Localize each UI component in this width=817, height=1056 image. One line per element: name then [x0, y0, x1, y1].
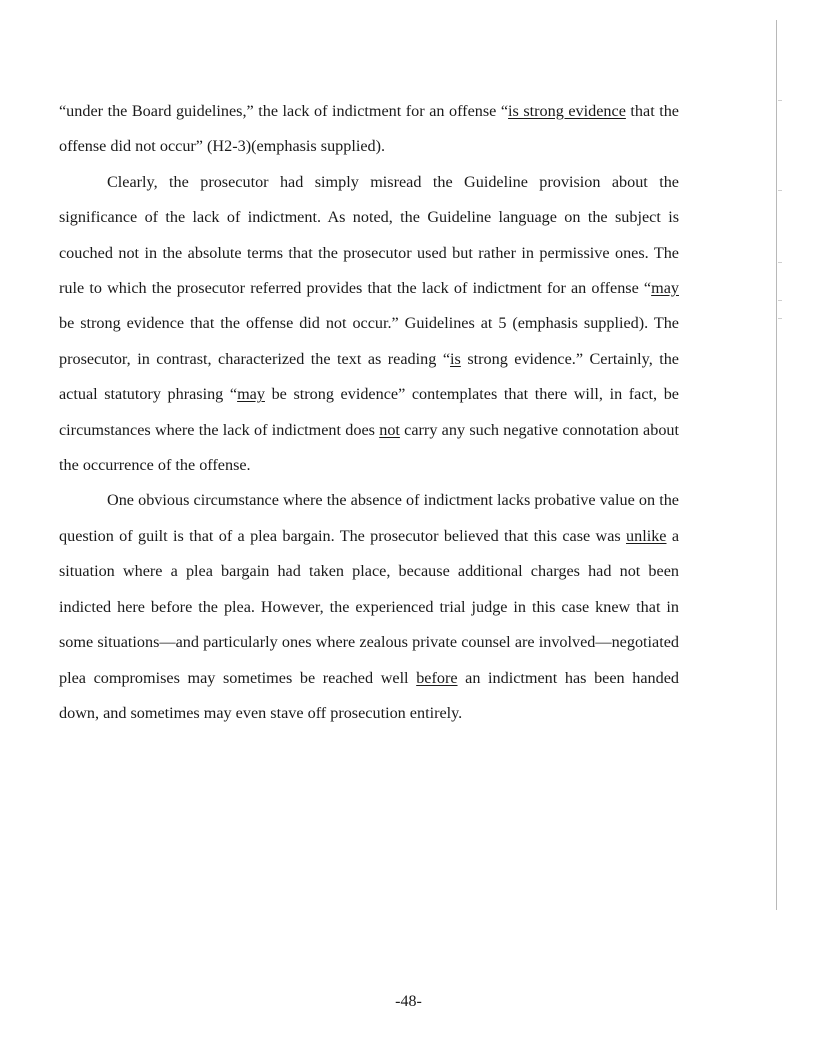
scan-edge-line	[776, 20, 777, 910]
scan-edge-mark	[778, 100, 782, 101]
page-number: -48-	[395, 993, 422, 1010]
text-run: that the offense did not occur” (H2-3)(emphasis supplied).	[59, 102, 679, 156]
paragraph	[59, 165, 679, 484]
underlined-text: is	[450, 349, 461, 368]
text-run: One obvious circumstance where the absence of indictment lacks probative value on the question of guilt is that of a plea bargain. The prosecutor believed that this case was	[59, 491, 679, 545]
underlined-text: is strong evidence	[508, 102, 626, 120]
paragraph	[59, 94, 679, 165]
underlined-text: unlike	[626, 526, 667, 545]
text-run: Clearly, the prosecutor had simply misread the Guideline provision about the significance of the lack of indictment. As noted, the Guideline language on the subject is couched not in the absolute terms that the prosecutor used but rather in permissive ones. The rule to which the prosecutor referred provides that the lack of indictment for an offense “	[59, 172, 679, 298]
scan-edge-mark	[778, 300, 782, 301]
scan-edge-mark	[778, 190, 782, 191]
underlined-text: may	[237, 385, 265, 404]
underlined-text: not	[379, 420, 400, 439]
text-run: carry any such negative connotation about the occurrence of the offense.	[59, 420, 679, 475]
text-run: be strong evidence” contemplates that there will, in fact, be circumstances where the lack of indictment does	[59, 385, 679, 439]
text-run: strong evidence.” Certainly, the actual statutory phrasing “	[59, 349, 679, 404]
underlined-text: may	[651, 279, 679, 298]
scan-edge-mark	[778, 262, 782, 263]
text-run: an indictment has been handed down, and sometimes may even stave off prosecution entirely.	[59, 668, 680, 722]
text-run: “under the Board guidelines,” the lack of indictment for an offense “	[59, 102, 509, 120]
underlined-text: before	[416, 668, 458, 687]
paragraph	[59, 483, 679, 731]
document-body	[59, 94, 679, 731]
text-run: be strong evidence that the offense did not occur.” Guidelines at 5 (emphasis supplied). The prosecutor, in contrast, characterized the text as reading “	[59, 314, 679, 368]
scan-edge-mark	[778, 318, 782, 319]
text-run: a situation where a plea bargain had taken place, because additional charges had not been indicted here before the plea. However, the experienced trial judge in this case knew that in some situations—and particularly ones where zealous private counsel are involved—negotiated plea compromises may sometimes be reached well	[59, 526, 679, 687]
